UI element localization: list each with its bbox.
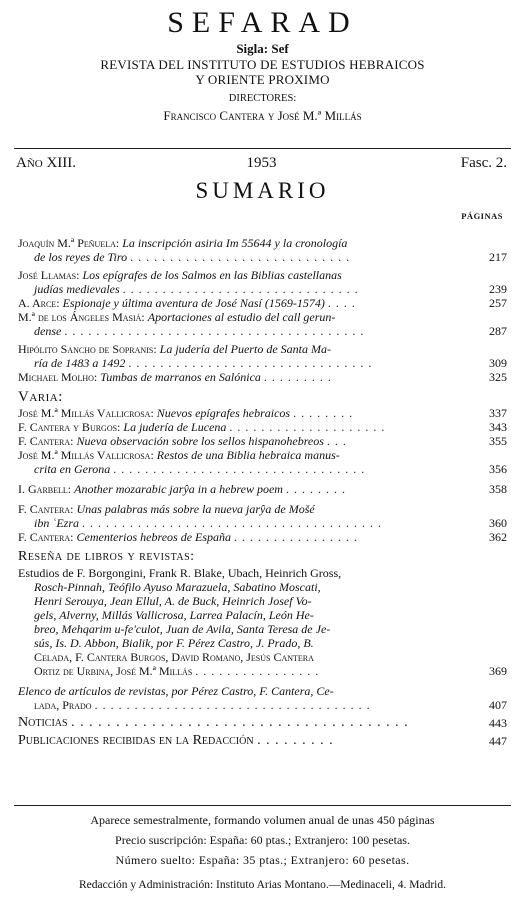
paginas-label: PÁGINAS (461, 211, 503, 221)
resena-line: gels, Alverny, Millás Vallicrosa, Larrea Palacín, León He- (34, 608, 314, 622)
sumario-heading: SUMARIO (195, 178, 330, 203)
sigla: Sigla: Sef (236, 41, 289, 56)
journal-title: SEFARAD (167, 6, 358, 39)
toc-entry: Hipólito Sancho de Sopranis: La judería del Puerto de Santa Ma- ría de 1483 a 1492 . . . . . . . . . . . . . . . . . . . . . . . . . . . . . . . 309 (18, 342, 507, 370)
resena-line: Celada, F. Cantera Burgos, David Romano, Jesús Cantera (34, 650, 314, 664)
footer-divider (14, 805, 511, 806)
entry-author: F. Cantera y Burgos: (18, 420, 121, 434)
entry-title: Los epígrafes de los Salmos en las Biblias castellanas (82, 268, 342, 282)
resena-line: Henri Serouya, Jean Ellul, A. de Buck, Heinrich Josef Vo- (34, 594, 312, 608)
entry-author: A. Arce: (18, 296, 60, 310)
toc-entry: José Llamas: Los epígrafes de los Salmos en las Biblias castellanas judías medievales . . . . . . . . . . . . . . . . . . . . . . . . . . . . . . 239 (18, 268, 507, 296)
toc-entry: Michael Molho: Tumbas de marranos en Salónica . . . . . . . . . 325 (18, 370, 507, 384)
entry-title: Unas palabras más sobre la nueva jarŷa de Mošé (76, 502, 315, 516)
entry-page: 309 (489, 356, 507, 370)
directores-names: Francisco Cantera y José M.ª Millás (163, 108, 362, 123)
entry-title-cont: dense (34, 324, 62, 338)
entry-title: La judería de Lucena (123, 420, 227, 434)
resena-line: Estudios de F. Borgongini, Frank R. Blake, Ubach, Heinrich Gross, (18, 566, 342, 580)
elenco-line: lada, Prado . . . . . . . . . . . . . . . . . . . . . . . . . . . . . . . . . . . (34, 698, 371, 712)
entry-author: F. Cantera: (18, 434, 74, 448)
entry-page: 447 (489, 734, 507, 748)
masthead (0, 6, 525, 124)
resena-line: Ortiz de Urbina, José M.ª Millás . . . . . . . . . . . . . . . . (34, 664, 320, 678)
entry-title-cont: crita en Gerona (34, 462, 111, 476)
header-divider (14, 148, 511, 149)
toc-entry: M.ª de los Ángeles Masiá: Aportaciones al estudio del call gerun- dense . . . . . . . . . . . . . . . . . . . . . . . . . . . . . . . . . . . . . . 287 (18, 310, 507, 338)
entry-page: 362 (489, 530, 507, 544)
entry-page: 343 (489, 420, 507, 434)
entry-title: Cementerios hebreos de España (76, 530, 232, 544)
issue-info (16, 155, 507, 177)
entry-author: F. Cantera: (18, 502, 74, 516)
entry-title-cont: judías medievales (34, 282, 120, 296)
footer-address: Redacción y Administración: Instituto Arias Montano.—Medinaceli, 4. Madrid. (79, 879, 446, 891)
elenco-line: Elenco de artículos de revistas, por Pérez Castro, F. Cantera, Ce- (18, 684, 334, 698)
issue-date: 1953 (246, 155, 277, 171)
toc-entry: F. Cantera y Burgos: La judería de Lucena . . . . . . . . . . . . . . . . . . . . 343 (18, 420, 507, 434)
entry-page: 443 (489, 716, 507, 730)
entry-page: 337 (489, 406, 507, 420)
publicaciones-entry: Publicaciones recibidas en la Redacción . . . . . . . . . 447 (18, 733, 507, 748)
toc-entry: Joaquín M.ª Peñuela: La inscripción asiria Im 55644 y la cronología de los reyes de Tiro . . . . . . . . . . . . . . . . . . . . . . . . . . . . 217 (18, 236, 507, 264)
toc-entry: I. Garbell: Another mozarabic jarŷa in a hebrew poem . . . . . . . . 358 (18, 482, 507, 496)
entry-page: 287 (489, 324, 507, 338)
entry-page: 257 (489, 296, 507, 310)
entry-title: La inscripción asiria Im 55644 y la cronología (122, 236, 348, 250)
entry-author: Hipólito Sancho de Sopranis: (18, 342, 157, 356)
toc-entry: José M.ª Millás Vallicrosa: Restos de una Biblia hebraica manus- crita en Gerona . . . . . . . . . . . . . . . . . . . . . . . . . . . . . . . . 356 (18, 448, 507, 476)
entry-title: Tumbas de marranos en Salónica (100, 370, 261, 384)
entry-title: La judería del Puerto de Santa Ma- (159, 342, 331, 356)
resena-line: sús, Is. D. Abbon, Bialik, por F. Pérez Castro, J. Prado, B. (34, 636, 314, 650)
entry-page: 360 (489, 516, 507, 530)
entry-page: 369 (489, 664, 507, 678)
footer-single-issue-price: Número suelto: España: 35 ptas.; Extranjero: 60 pesetas. (115, 853, 410, 867)
toc-entry: F. Cantera: Unas palabras más sobre la nueva jarŷa de Mošé ibn ʿEzra . . . . . . . . . . . . . . . . . . . . . . . . . . . . . . . . . . . . . . 360 (18, 502, 507, 530)
entry-title: Another mozarabic jarŷa in a hebrew poem (74, 482, 283, 496)
issue-year: Año XIII. (16, 155, 77, 171)
entry-author: M.ª de los Ángeles Masiá: (18, 310, 145, 324)
toc-entry: A. Arce: Espionaje y última aventura de José Nasí (1569-1574) . . . . 257 (18, 296, 507, 310)
entry-title: Aportaciones al estudio del call gerun- (147, 310, 336, 324)
entry-page: 358 (489, 482, 507, 496)
entry-title: Espionaje y última aventura de José Nasí (1569-1574) (62, 296, 325, 310)
entry-page: 407 (489, 698, 507, 712)
entry-page: 239 (489, 282, 507, 296)
entry-author: José M.ª Millás Vallicrosa: (18, 406, 154, 420)
institute-line-2: Y ORIENTE PROXIMO (195, 72, 330, 87)
entry-author: Joaquín M.ª Peñuela: (18, 236, 120, 250)
noticias-entry: Noticias . . . . . . . . . . . . . . . . . . . . . . . . . . . . . . . . . . . . . . 443 (18, 715, 507, 730)
entry-page: 217 (489, 250, 507, 264)
footer-frequency: Aparece semestralmente, formando volumen anual de unas 450 páginas (90, 813, 435, 827)
resena-line: Rosch-Pinnah, Teófilo Ayuso Marazuela, Sabatino Moscati, (34, 580, 321, 594)
entry-title-cont: ría de 1483 a 1492 (34, 356, 126, 370)
resena-heading: Reseña de libros y revistas: (18, 549, 195, 564)
entry-page: 325 (489, 370, 507, 384)
noticias-label: Noticias (18, 715, 68, 730)
entry-page: 355 (489, 434, 507, 448)
entry-title-cont: de los reyes de Tiro (34, 250, 128, 264)
entry-title: Nuevos epígrafes hebraicos (156, 406, 291, 420)
entry-author: José Llamas: (18, 268, 80, 282)
table-of-contents (18, 236, 507, 748)
entry-page: 356 (489, 462, 507, 476)
entry-author: Michael Molho: (18, 370, 98, 384)
issue-fasc: Fasc. 2. (460, 155, 507, 171)
resena-line: breo, Mehqarim u-fe'culot, Juan de Avila, Santa Teresa de Je- (34, 622, 331, 636)
entry-author: José M.ª Millás Vallicrosa: (18, 448, 154, 462)
toc-entry: F. Cantera: Cementerios hebreos de España . . . . . . . . . . . . . . . . 362 (18, 530, 507, 544)
varia-heading: Varia: (18, 389, 63, 405)
toc-entry: José M.ª Millás Vallicrosa: Nuevos epígrafes hebraicos . . . . . . . . 337 (18, 406, 507, 420)
footer-subscription-price: Precio suscripción: España: 60 ptas.; Extranjero: 100 pesetas. (115, 833, 410, 847)
institute-line-1: REVISTA DEL INSTITUTO DE ESTUDIOS HEBRAICOS (100, 57, 425, 72)
entry-author: F. Cantera: (18, 530, 74, 544)
directores-label: DIRECTORES: (228, 93, 297, 104)
entry-title: Nueva observación sobre los sellos hispanohebreos (76, 434, 324, 448)
entry-title: Restos de una Biblia hebraica manus- (156, 448, 340, 462)
toc-entry: F. Cantera: Nueva observación sobre los sellos hispanohebreos . . . 355 (18, 434, 507, 448)
elenco-entry (18, 684, 507, 712)
publicaciones-label: Publicaciones recibidas en la Redacción (18, 733, 254, 748)
entry-title-cont: ibn ʿEzra (34, 516, 79, 530)
resena-entry (18, 566, 507, 678)
entry-author: I. Garbell: (18, 482, 72, 496)
